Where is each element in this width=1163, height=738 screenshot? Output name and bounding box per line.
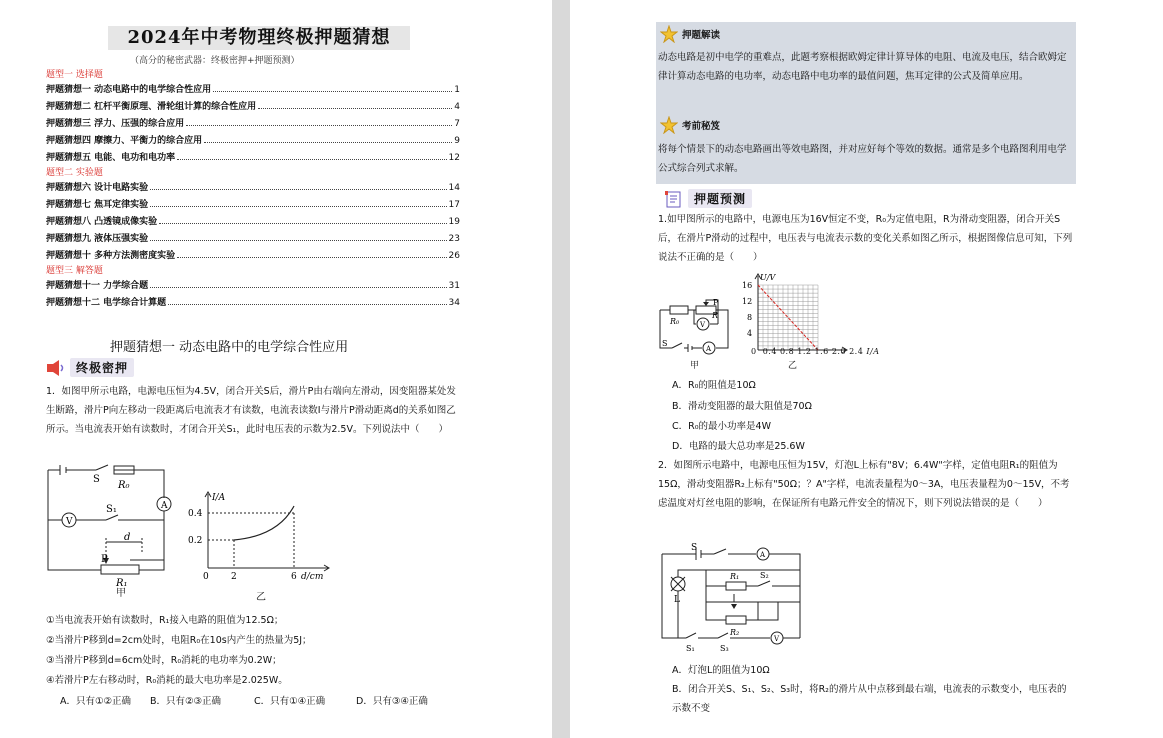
secret-heading: 考前秘笈: [660, 116, 720, 134]
label-s2: S₂: [760, 571, 769, 580]
toc-entry[interactable]: 押题猜想四 摩擦力、平衡力的综合应用 9: [46, 136, 460, 146]
toc-section-1: 题型一 选择题: [46, 70, 103, 80]
label-v: V: [700, 321, 706, 329]
label-r2: R₂: [730, 628, 740, 637]
graph-ylabel: I/A: [212, 493, 226, 503]
label-r0: R₀: [118, 480, 130, 491]
toc-entry[interactable]: 押题猜想一 动态电路中的电学综合性应用 1: [46, 85, 460, 95]
figure-label-jia: 甲: [116, 588, 126, 599]
graph-xlabel: d/cm: [301, 572, 324, 582]
circuit-diagram-jia: [46, 462, 186, 597]
statement-2: ②当滑片P移到d=2cm处时，电阻R₀在10s内产生的热量为5J；: [46, 635, 312, 646]
notebook-icon: [664, 190, 684, 208]
label-s1: S₁: [106, 504, 117, 515]
label-a: A: [161, 501, 168, 511]
graph-xticks: 0 0.4 0.8 1.2 1.6 2.0 2.4 I/A: [751, 347, 880, 356]
toc-entry[interactable]: 押题猜想五 电能、电功和电功率 12: [46, 153, 460, 163]
label-p: P: [713, 298, 719, 307]
speaker-icon: [46, 359, 66, 377]
q1-option-c[interactable]: C．R₀的最小功率是4W: [672, 421, 771, 432]
q2-option-a[interactable]: A．灯泡L的阻值为10Ω: [672, 665, 770, 676]
label-s3: S₃: [720, 644, 729, 653]
label-r1: R₁: [730, 572, 740, 581]
label-r: R: [712, 311, 719, 320]
q1-option-b[interactable]: B．滑动变阻器的最大阻值是70Ω: [672, 401, 812, 412]
badge-final-secret: [46, 358, 134, 377]
label-r1: R₁: [116, 578, 128, 589]
badge-prediction: [664, 189, 752, 208]
interpretation-text: 动态电路是初中电学的重难点，此题考察根据欧姆定律计算导体的电阻、电流及电压，结合欧姆定律计算动态电路的电功率，动态电路中电功率的最值问题，焦耳定律的公式及简单应用。: [658, 52, 1067, 82]
toc-entry[interactable]: 押题猜想二 杠杆平衡原理、滑轮组计算的综合性应用 4: [46, 102, 460, 112]
toc-entry[interactable]: 押题猜想十 多种方法测密度实验 26: [46, 251, 460, 261]
question-1-text: 1.如甲图所示的电路中，电源电压为16V恒定不变，R₀为定值电阻，R为滑动变阻器，闭合开关S后，在滑片P滑动的过程中，电压表与电流表示数的变化关系如图乙所示，根据图像信息可知，下列说法不正确的是（ ）: [658, 214, 1073, 263]
answer-option-a[interactable]: A．只有①②正确: [60, 696, 132, 707]
document-title: 2024年中考物理终极押题猜想: [108, 26, 410, 50]
q1-option-a[interactable]: A．R₀的阻值是10Ω: [672, 380, 756, 391]
document-page-2: [570, 0, 1163, 738]
toc-entry[interactable]: 押题猜想七 焦耳定律实验 17: [46, 200, 460, 210]
question-1-text: 1．如图甲所示电路，电源电压恒为4.5V，闭合开关S后，滑片P由右端向左滑动，因变阻器某处发生断路，滑片P向左移动一段距离后电流表才有读数，电流表读数I与滑片P滑动距离d的关系如图乙所示。当电流表开始有读数时，才闭合开关S₁，此时电压表的示数为2.5V。下列说法中（ ）: [46, 386, 456, 435]
toc-entry[interactable]: 押题猜想九 液体压强实验 23: [46, 234, 460, 244]
toc-entry[interactable]: 押题猜想十一 力学综合题 31: [46, 281, 460, 291]
circuit-diagram-q2: [658, 540, 808, 655]
graph-ytick-12: 12: [742, 297, 753, 306]
graph-ytick-8: 8: [747, 313, 753, 322]
statement-4: ④若滑片P左右移动时，R₀消耗的最大电功率是2.025W。: [46, 675, 288, 686]
label-s1: S₁: [686, 644, 695, 653]
label-l: L: [674, 595, 680, 605]
label-a: A: [760, 551, 766, 559]
page-gap: [552, 0, 570, 738]
toc-entry[interactable]: 押题猜想十二 电学综合计算题 34: [46, 298, 460, 308]
label-s: S: [662, 339, 668, 348]
graph-xtick-0: 0: [203, 572, 209, 582]
label-s: S: [93, 474, 100, 485]
answer-option-c[interactable]: C．只有①④正确: [254, 696, 326, 707]
label-a: A: [706, 345, 712, 353]
label-d: d: [124, 532, 131, 543]
document-page-1: [0, 0, 552, 738]
graph-ytick-4: 4: [747, 329, 753, 338]
label-v: V: [66, 517, 73, 527]
toc-section-3: 题型三 解答题: [46, 266, 103, 276]
figure-label-yi: 乙: [256, 592, 266, 603]
star-icon: [660, 116, 678, 134]
question-2-text: 2．如图所示电路中，电源电压恒为15V，灯泡L上标有"8V；6.4W"字样，定值电阻R₁的阻值为15Ω，滑动变阻器R₂上标有"50Ω；？A"字样，电流表量程为0～3A，电压表量程为0～15V，不考虑温度对灯丝电阻的影响，在保证所有电路元件安全的情况下，则下列说法错误的是（ ）: [658, 460, 1070, 509]
document-subtitle: （高分的秘密武器：终极密押+押题预测）: [130, 56, 300, 66]
toc-entry[interactable]: 押题猜想六 设计电路实验 14: [46, 183, 460, 193]
label-p: P: [101, 554, 108, 565]
answer-option-d[interactable]: D．只有③④正确: [356, 696, 428, 707]
star-icon: [660, 25, 678, 43]
label-s: S: [691, 543, 698, 553]
label-r0: R₀: [670, 317, 680, 326]
badge-label: 押题预测: [688, 189, 752, 208]
answer-option-b[interactable]: B．只有②③正确: [150, 696, 222, 707]
figure-label-yi: 乙: [788, 361, 798, 371]
statement-1: ①当电流表开始有读数时，R₁接入电路的阻值为12.5Ω；: [46, 615, 284, 626]
q2-option-b[interactable]: B．闭合开关S、S₁、S₂、S₃时，将R₂的滑片从中点移到最右端，电流表的示数变小，电压表的示数不变: [672, 684, 1067, 714]
chart-current-vs-distance: [188, 488, 338, 583]
graph-ytick-0-2: 0.2: [188, 536, 203, 546]
section-heading: 押题猜想一 动态电路中的电学综合性应用: [110, 340, 349, 355]
toc-entry[interactable]: 押题猜想八 凸透镜成像实验 19: [46, 217, 460, 227]
figure-label-jia: 甲: [690, 361, 700, 371]
toc-entry[interactable]: 押题猜想三 浮力、压强的综合应用 7: [46, 119, 460, 129]
secret-text: 将每个情景下的动态电路画出等效电路图，并对应好每个等效的数据。通常是多个电路图利用电学公式综合列式求解。: [658, 144, 1067, 174]
toc-section-2: 题型二 实验题: [46, 168, 103, 178]
graph-xtick-2: 2: [231, 572, 237, 582]
interpretation-heading: 押题解读: [660, 25, 720, 43]
badge-label: 终极密押: [70, 358, 134, 377]
graph-ylabel: U/V: [760, 273, 776, 282]
q1-option-d[interactable]: D．电路的最大总功率是25.6W: [672, 441, 805, 452]
graph-ytick-16: 16: [742, 281, 753, 290]
statement-3: ③当滑片P移到d=6cm处时，R₀消耗的电功率为0.2W；: [46, 655, 282, 666]
graph-ytick-0-4: 0.4: [188, 509, 203, 519]
circuit-diagram-jia-2: [658, 296, 740, 358]
graph-xtick-6: 6: [291, 572, 297, 582]
label-v: V: [774, 635, 780, 643]
